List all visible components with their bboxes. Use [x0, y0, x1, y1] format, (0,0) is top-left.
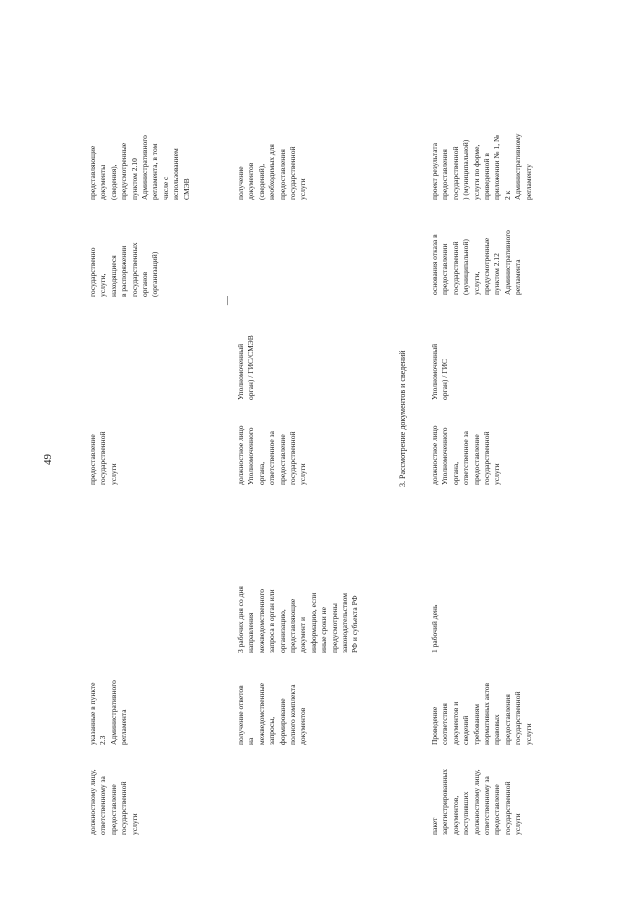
b3-input-documents: пакет зарегистрированных документов, поступивших должностному лицу, ответственному за предоставление государственной услуги — [430, 768, 523, 835]
b1-action-description: указанные в пункте 2.3 Административного регламента — [88, 680, 129, 745]
section-3-title: 3. Рассмотрение документов и сведений — [398, 350, 407, 487]
b1-result: представляющие документы (сведения), предусмотренные пунктом 2.10 Административного регламента, в том числе с использованием СМЭВ — [88, 135, 191, 200]
b3-responsible: должностное лицо Уполномоченного органа, ответственное за предоставление государственной услуги — [430, 425, 502, 485]
b2-result: получение документов (сведений), необходимых для предоставления государственной услуги — [236, 144, 308, 200]
b2-place: Уполномоченный орган) / ГИС/СМЭВ — [236, 335, 256, 400]
b1-criteria: государственно услуги, находящиеся в распоряжении государственных органов (организаций) — [88, 242, 160, 297]
b3-action: Проведение соответствия документов и сведений требованиям нормативных актов правовых предоставления государственной услуги — [430, 682, 533, 745]
b3-result: проект результата предоставления государственной ) (муниципальной) услуги по форме, приведенной в приложении № 1, № 2 к Административному регламенту — [430, 133, 533, 200]
b1-input-documents: должностному лицу, ответственному за предоставление государственной услуги — [88, 769, 139, 835]
b2-deadline: 3 рабочих дня со дня направления межведомственного запроса в орган или организацию, представляющие документ и информацию, если иные сроки не предусмотрены законодательством РФ и субъекта РФ — [236, 586, 360, 653]
b3-deadline: 1 рабочий день — [430, 604, 439, 653]
b2-responsible: должностное лицо Уполномоченного органа, ответственное за предоставление государственной услуги — [236, 425, 308, 485]
b3-place: Уполномоченный орган) / ГИС — [430, 343, 450, 400]
b1-responsible: предоставление государственной услуги — [88, 431, 118, 485]
b3-criteria: основания отказа в предоставлении государственной (муниципальной) услуги, предусмотренные пунктом 2.12 Административного регламента — [430, 230, 523, 295]
page-number: 49 — [42, 454, 54, 465]
b2-criteria-dash: — — [222, 296, 232, 305]
b2-action: получение ответов на межведомственные запросы, формирование полного комплекта документов — [236, 683, 308, 745]
